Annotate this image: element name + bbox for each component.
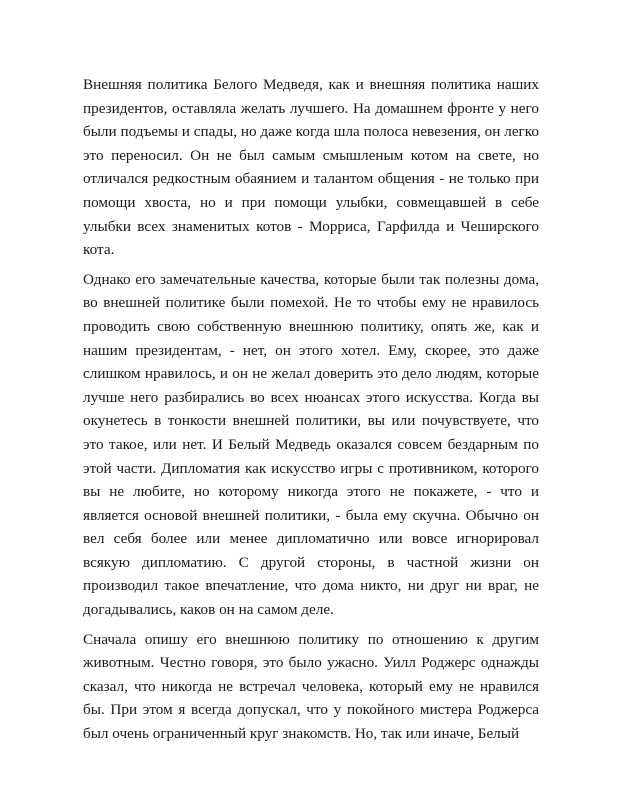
paragraph-3: Сначала опишу его внешнюю политику по отношению к другим животным. Честно говоря, это было ужасно. Уилл Роджерс однажды сказал, что никогда не встречал человека, который ему не нравился бы. При этом я всегда допускал, что у покойного мистера Роджерса был очень ограниченный круг знакомств. Но, так или иначе, Белый [83,630,539,743]
document-page [83,73,539,752]
paragraph-1: Внешняя политика Белого Медведя, как и внешняя политика наших президентов, оставляла желать лучшего. На домашнем фронте у него были подъемы и спады, но даже когда шла полоса невезения, он легко это переносил. Он не был самым смышленым котом на свете, но отличался редкостным обаянием и талантом общения - не только при помощи хвоста, но и при помощи улыбки, совмещавшей в себе улыбки всех знаменитых котов - Морриса, Гарфилда и Чеширского кота. [83,76,539,259]
paragraph-2: Однако его замечательные качества, которые были так полезны дома, во внешней политике были помехой. Не то чтобы ему не нравилось проводить свою собственную внешнюю политику, опять же, как и нашим президентам, - нет, он этого хотел. Ему, скорее, это даже слишком нравилось, и он не желал доверить это дело людям, которые лучше него разбирались во всех нюансах этого искусства. Когда вы окунетесь в тонкости внешней политики, вы или почувствуете, что это такое, или нет. И Белый Медведь оказался совсем бездарным по этой части. Дипломатия как искусство игры с противником, которого вы не любите, но которому никогда этого не покажете, - что и является основой внешней политики, - была ему скучна. Обычно он вел себя более или менее дипломатично или вовсе игнорировал всякую дипломатию. С другой стороны, в частной жизни он производил такое впечатление, что дома никто, ни друг ни враг, не догадывались, каков он на самом деле. [83,270,539,619]
